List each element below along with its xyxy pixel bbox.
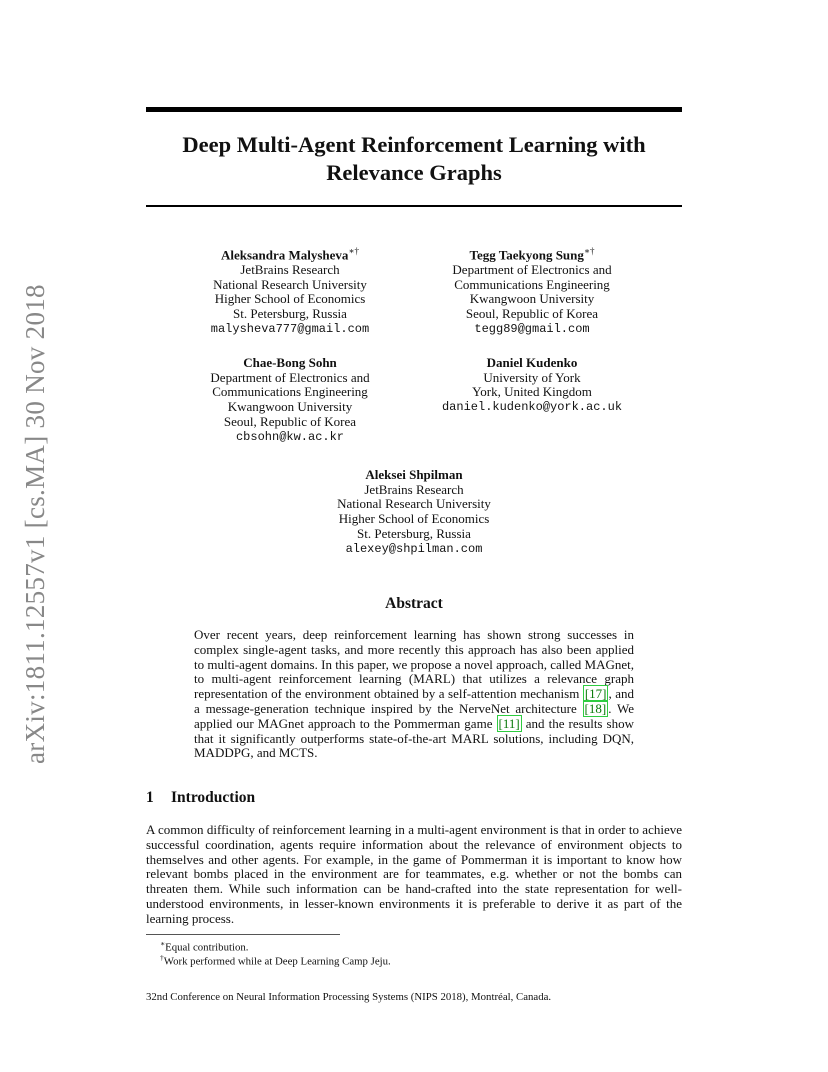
section-number: 1 <box>146 789 154 806</box>
title-rule-bottom <box>146 205 682 207</box>
title-line-1: Deep Multi-Agent Reinforcement Learning with <box>182 132 646 157</box>
author-name: Aleksei Shpilman <box>365 467 463 482</box>
author-email: tegg89@gmail.com <box>474 321 590 336</box>
author-email: daniel.kudenko@york.ac.uk <box>441 400 623 415</box>
author-block-sohn <box>186 356 394 444</box>
author-location: Seoul, Republic of Korea <box>465 306 599 322</box>
author-name: Chae-Bong Sohn <box>243 355 337 370</box>
author-name: Tegg Taekyong Sung∗† <box>469 246 595 263</box>
author-location: York, United Kingdom <box>472 384 592 400</box>
author-affiliation: Higher School of Economics <box>214 291 366 307</box>
introduction-paragraph: A common difficulty of reinforcement learning in a multi-agent environment is that in order to achieve successful coordination, agents require information about the relevance of environment objects to themselves and other agents. For example, in the game of Pommerman it is important to know how relevant bombs placed in the environment are for teammates, e.g. whether or not the bombs can threaten them. While such information can be hand-crafted into the state representation for well-understood environments, in lesser-known environments it is preferable to derive it as part of the learning process. <box>146 822 682 926</box>
title-line-2: Relevance Graphs <box>326 160 502 185</box>
abstract-text: Over recent years, deep reinforcement learning has shown strong successes in complex single-agent tasks, and more recently this approach has also been applied to multi-agent domains. In this paper, we propose a novel approach, called MAGnet, to multi-agent reinforcement learning (MARL) that utilizes a relevance graph representation of the environment obtained by a self-attention mechanism [17] , and a message-generation technique inspired by the NerveNet architecture [18] . We applied our MAGnet approach to the Pommerman game [11] and the results show that it significantly outperforms state-of-the-art MARL solutions, including DQN, MADDPG, and MCTS. <box>194 627 635 761</box>
author-affiliation: Higher School of Economics <box>338 511 490 527</box>
author-affiliation: National Research University <box>213 276 367 292</box>
author-email: malysheva777@gmail.com <box>210 321 370 336</box>
author-affiliation: National Research University <box>337 496 491 512</box>
author-block-sung <box>428 244 636 337</box>
author-affiliation: JetBrains Research <box>240 262 340 278</box>
author-affiliation: University of York <box>483 369 581 385</box>
author-affiliation: Kwangwoon University <box>227 399 353 415</box>
author-email: cbsohn@kw.ac.kr <box>235 429 345 444</box>
conference-notice: 32nd Conference on Neural Information Processing Systems (NIPS 2018), Montréal, Canada. <box>146 991 552 1003</box>
author-affiliation: Communications Engineering <box>454 276 610 292</box>
author-name: Aleksandra Malysheva∗† <box>220 246 360 263</box>
footnote-deep-learning-camp: †Work performed while at Deep Learning Camp Jeju. <box>160 953 391 968</box>
citation-link-17[interactable]: [17] <box>584 686 607 702</box>
citation-link-18[interactable]: [18] <box>584 700 607 716</box>
author-email: alexey@shpilman.com <box>345 541 483 556</box>
author-affiliation: Communications Engineering <box>212 384 368 400</box>
abstract-heading: Abstract <box>385 595 443 612</box>
citation-link-11[interactable]: [11] <box>498 715 520 731</box>
footnote-rule <box>146 934 340 935</box>
author-location: St. Petersburg, Russia <box>357 525 471 541</box>
arxiv-identifier: arXiv:1811.12557v1 [cs.MA] 30 Nov 2018 <box>20 284 50 764</box>
author-name: Daniel Kudenko <box>486 355 578 370</box>
author-block-malysheva <box>186 244 394 337</box>
author-affiliation: Department of Electronics and <box>210 369 370 385</box>
author-affiliation: Kwangwoon University <box>469 291 595 307</box>
section-heading-introduction <box>146 789 255 807</box>
author-location: St. Petersburg, Russia <box>233 306 347 322</box>
section-title: Introduction <box>171 789 256 806</box>
paper-title <box>146 131 682 187</box>
author-block-kudenko <box>418 356 646 415</box>
author-block-shpilman <box>310 468 518 556</box>
footnote-equal-contribution: ∗Equal contribution. <box>160 939 249 954</box>
title-rule-top <box>146 107 682 112</box>
author-affiliation: JetBrains Research <box>364 481 464 497</box>
author-location: Seoul, Republic of Korea <box>223 413 357 429</box>
author-affiliation: Department of Electronics and <box>452 262 612 278</box>
